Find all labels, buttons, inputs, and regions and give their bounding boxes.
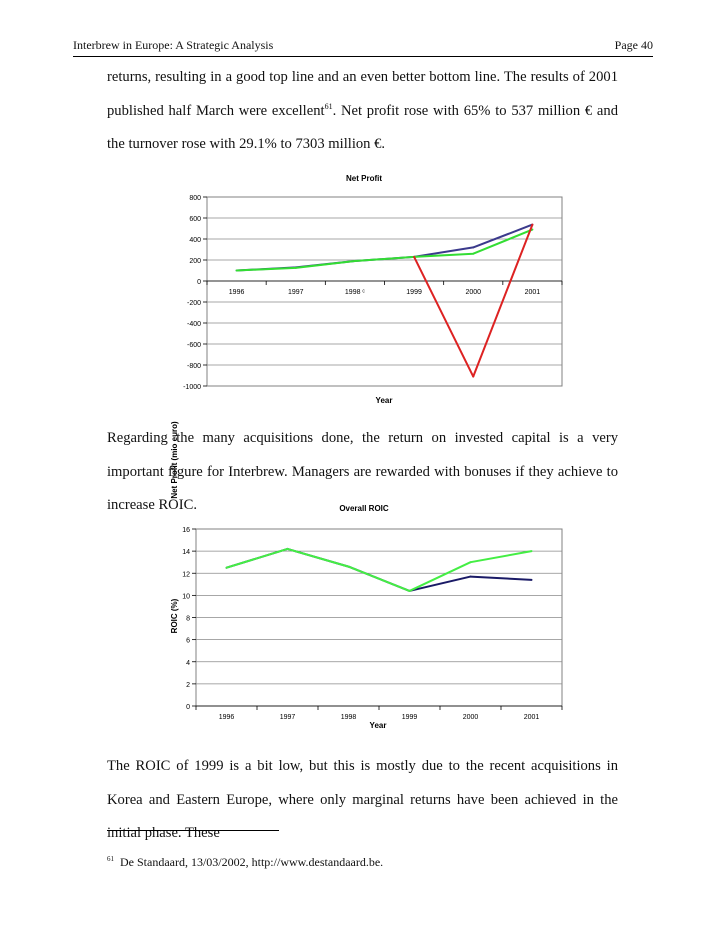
paragraph-results-text-2: . Net profit rose with 65% to 537 million € and the turnover rose with 29.1% to 7303 million €. <box>107 102 618 152</box>
y-axis-label: ROIC (%) <box>170 598 179 634</box>
y-tick-label: 0 <box>186 704 190 711</box>
y-axis-label: Net Profit (mio euro) <box>170 421 179 499</box>
footnote-rule <box>107 830 279 831</box>
x-tick-label: 1998 ᶜ <box>344 289 365 296</box>
x-tick-label: 1996 <box>228 289 245 296</box>
x-axis-label: Year <box>375 396 393 405</box>
y-tick-label: 2 <box>186 681 190 689</box>
data-point <box>472 253 474 255</box>
y-tick-label: 600 <box>189 216 201 223</box>
chart-title: Overall ROIC <box>339 504 389 513</box>
data-point <box>295 267 297 269</box>
y-tick-label: 200 <box>189 258 201 265</box>
x-tick-label: 2000 <box>465 289 482 296</box>
data-point <box>409 590 411 592</box>
paragraph-roic: Regarding the many acquisitions done, the return on invested capital is a very important figure for Interbrew. Managers are rewarded with bonuses if they achieve to increase ROIC. <box>107 430 618 513</box>
x-tick-label: 2001 <box>523 714 540 721</box>
x-tick-label: 1999 <box>401 714 418 721</box>
x-tick-label: 2000 <box>462 714 479 721</box>
y-tick-label: 6 <box>186 637 190 645</box>
paragraph-results-text: returns, resulting in a good top line and an even better bottom line. The results of 2001 published half March were excellent <box>107 69 618 119</box>
data-point <box>226 567 228 569</box>
y-tick-label: 400 <box>189 237 201 244</box>
y-tick-label: -800 <box>186 363 201 370</box>
data-point <box>413 256 415 258</box>
paragraph-results <box>107 61 618 162</box>
y-tick-label: 16 <box>182 527 190 534</box>
y-tick-label: -200 <box>186 300 201 307</box>
y-tick-label: -400 <box>186 321 201 328</box>
roic-chart <box>0 495 728 735</box>
footnote-ref[interactable]: 61 <box>324 101 333 111</box>
y-tick-label: -1000 <box>183 384 201 391</box>
plot-area <box>183 195 562 391</box>
header-page-number: Page 40 <box>614 38 653 52</box>
plot-area <box>182 527 562 721</box>
y-tick-label: 800 <box>189 195 201 202</box>
plot-frame <box>207 197 562 386</box>
header-rule <box>73 56 653 57</box>
x-tick-label: 1997 <box>287 289 304 296</box>
header-title: Interbrew in Europe: A Strategic Analysis <box>73 38 274 52</box>
footnote-number: 61 <box>107 855 114 863</box>
data-point <box>470 561 472 563</box>
data-point <box>287 548 289 550</box>
y-tick-label: 14 <box>182 549 190 557</box>
page-header <box>73 38 653 53</box>
y-tick-label: -600 <box>186 342 201 349</box>
data-point <box>354 260 356 262</box>
footnote-text: De Standaard, 13/03/2002, http://www.destandaard.be. <box>120 855 384 869</box>
x-tick-label: 1997 <box>279 714 296 721</box>
paragraph-roic-1999: The ROIC of 1999 is a bit low, but this is mostly due to the recent acquisitions in Korea and Eastern Europe, where only marginal returns have been achieved in the initial phase. These <box>107 758 618 841</box>
footnote <box>107 855 383 870</box>
x-tick-label: 1996 <box>218 714 235 721</box>
data-point <box>236 270 238 272</box>
data-point <box>472 246 474 248</box>
data-point <box>348 566 350 568</box>
x-axis-label: Year <box>369 721 387 730</box>
chart-title: Net Profit <box>346 174 382 183</box>
x-tick-label: 2001 <box>524 289 541 296</box>
data-point <box>470 576 472 578</box>
y-tick-label: 8 <box>186 615 190 623</box>
data-point <box>531 224 533 226</box>
data-point <box>472 376 474 378</box>
y-tick-label: 10 <box>182 593 190 601</box>
data-point <box>531 579 533 581</box>
y-tick-label: 12 <box>182 571 190 579</box>
x-tick-label: 1999 <box>406 289 422 296</box>
y-tick-label: 4 <box>186 659 190 667</box>
x-tick-label: 1998 <box>340 714 357 721</box>
y-tick-label: 0 <box>197 279 201 286</box>
data-point <box>531 550 533 552</box>
